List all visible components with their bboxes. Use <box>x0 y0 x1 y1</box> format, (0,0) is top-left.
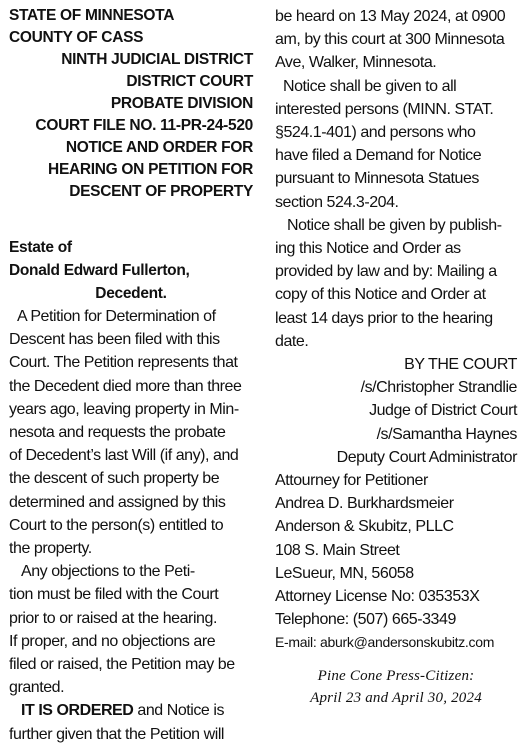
text-line: A Petition for Determination of <box>17 308 216 325</box>
objections-paragraph <box>9 560 253 699</box>
notice-title-line-2: HEARING ON PETITION FOR <box>48 161 253 178</box>
state-line: STATE OF MINNESOTA <box>9 7 175 24</box>
text-line: date. <box>275 332 309 350</box>
notice-paragraph <box>275 75 517 214</box>
attorney-firm: Anderson & Skubitz, PLLC <box>275 518 454 536</box>
text-line: least 14 days prior to the hearing <box>275 309 493 327</box>
text-line: Court to the person(s) entitled to <box>9 516 224 534</box>
hearing-paragraph <box>275 5 517 75</box>
left-column <box>9 5 253 746</box>
text-line: If proper, and no objections are <box>9 632 216 650</box>
administrator-signature: /s/Samantha Haynes <box>376 425 517 443</box>
publication-dates: April 23 and April 30, 2024 <box>310 689 482 706</box>
estate-caption <box>9 236 253 305</box>
text-line: nesota and requests the probate <box>9 424 226 442</box>
judge-title: Judge of District Court <box>369 402 517 420</box>
text-line: have filed a Demand for Notice <box>275 147 482 165</box>
attorney-street: 108 S. Main Street <box>275 541 400 559</box>
court-signature-block <box>275 353 517 469</box>
district-line: NINTH JUDICIAL DISTRICT <box>61 51 253 68</box>
left-body-text <box>9 305 253 746</box>
by-the-court: BY THE COURT <box>404 356 517 374</box>
administrator-title: Deputy Court Administrator <box>336 448 517 466</box>
text-line: Descent has been filed with this <box>9 331 220 349</box>
text-line: be heard on 13 May 2024, at 0900 <box>275 8 506 25</box>
publication-paper: Pine Cone Press-Citizen: <box>317 667 475 684</box>
text-line: Any objections to the Peti- <box>21 563 195 581</box>
publishing-paragraph <box>275 214 517 353</box>
estate-label: Estate of <box>9 239 72 256</box>
text-line: copy of this Notice and Order at <box>275 286 486 304</box>
text-line: the descent of such property be <box>9 470 220 488</box>
text-line: Notice shall be given by publish- <box>287 216 502 234</box>
attorney-license: Attorney License No: 035353X <box>275 588 480 606</box>
right-column <box>275 5 517 709</box>
text-line: further given that the Petition will <box>9 725 225 743</box>
court-line: DISTRICT COURT <box>126 73 253 90</box>
text-line: Notice shall be given to all <box>283 77 457 95</box>
text-line: prior to or raised at the hearing. <box>9 609 217 627</box>
text-line: section 524.3-204. <box>275 193 399 211</box>
text-line: §524.1-401) and persons who <box>275 124 476 142</box>
attorney-block <box>275 469 517 655</box>
publication-info <box>275 665 517 709</box>
petition-paragraph <box>9 305 253 560</box>
text-line: provided by law and by: Mailing a <box>275 263 497 281</box>
ordered-rest-text: and Notice is <box>133 702 225 720</box>
ordered-bold-text: IT IS ORDERED <box>21 702 134 720</box>
right-body-text <box>275 5 517 655</box>
text-line: am, by this court at 300 Minnesota <box>275 31 505 49</box>
text-line: granted. <box>9 679 65 697</box>
text-line: determined and assigned by this <box>9 493 226 511</box>
text-line: interested persons (MINN. STAT. <box>275 100 494 118</box>
text-line: of Decedent’s last Will (if any), and <box>9 447 239 465</box>
notice-title-line-1: NOTICE AND ORDER FOR <box>65 139 253 156</box>
attorney-phone: Telephone: (507) 665-3349 <box>275 611 456 629</box>
attorney-label: Attourney for Petitioner <box>275 472 428 490</box>
attorney-email: E-mail: aburk@andersonskubitz.com <box>275 634 495 651</box>
text-line: pursuant to Minnesota Statues <box>275 170 479 188</box>
text-line: the Decedent died more than three <box>9 377 242 395</box>
text-line: Ave, Walker, Minnesota. <box>275 54 437 72</box>
court-file-number: COURT FILE NO. 11-PR-24-520 <box>35 117 253 134</box>
judge-signature: /s/Christopher Strandlie <box>360 379 517 397</box>
text-line: the property. <box>9 540 92 558</box>
text-line: Court. The Petition represents that <box>9 354 238 372</box>
attorney-city: LeSueur, MN, 56058 <box>275 564 414 582</box>
notice-title-line-3: DESCENT OF PROPERTY <box>69 183 253 200</box>
decedent-name: Donald Edward Fullerton, <box>9 262 190 279</box>
division-line: PROBATE DIVISION <box>110 95 253 112</box>
ordered-line <box>9 699 253 722</box>
county-line: COUNTY OF CASS <box>9 29 144 46</box>
text-line: tion must be filed with the Court <box>9 586 219 604</box>
text-line: years ago, leaving property in Min- <box>9 400 239 418</box>
text-line: ing this Notice and Order as <box>275 240 461 258</box>
decedent-status: Decedent. <box>95 285 167 302</box>
attorney-name: Andrea D. Burkhardsmeier <box>275 495 454 513</box>
notice-header <box>9 5 253 203</box>
text-line: filed or raised, the Petition may be <box>9 656 235 674</box>
